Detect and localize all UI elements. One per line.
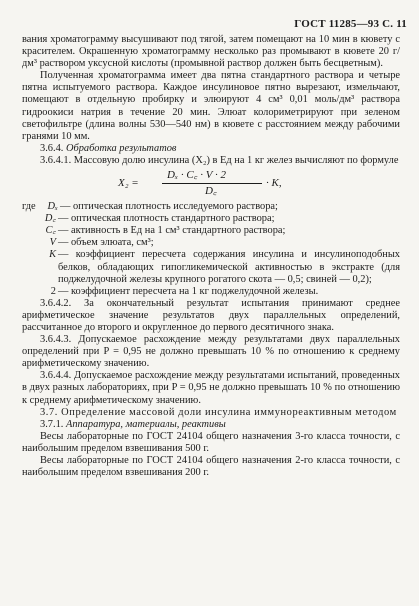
formula-lhs: X₂ = xyxy=(118,177,139,190)
definition-item xyxy=(22,249,400,285)
paragraph-chromatogram: Полученная хроматограмма имеет два пятна стандартного раствора и четыре пятна испытуемого раствора. Каждое инсулиновое пятно вырезают, измельчают, помещают в отдельную пробирку и элюируют 4 см³ 0,01 моль/дм³ раствора гидроокиси натрия в течение 20 мин. Элюат колориметрируют при зеленом светофильтре (длина волны 530—540 нм) в кювете с расстоянием между рабочими гранями 10 мм. xyxy=(22,70,400,142)
definition-prefix: где xyxy=(22,201,36,213)
section-title: Аппаратура, материалы, реактивы xyxy=(66,418,226,430)
fraction-bar xyxy=(162,183,262,184)
paragraph-3-6-4-2: 3.6.4.2. За окончательный результат испытания принимают среднее арифметическое значение результатов двух параллельных определений, рассчитанное до второго и округленное до первого десятичного знака. xyxy=(22,297,400,333)
paragraph-3-6-4-1: 3.6.4.1. Массовую долю инсулина (X₂) в Ед на 1 кг желез вычисляют по формуле xyxy=(40,154,399,166)
definition-symbol: D꜀ xyxy=(44,213,56,225)
section-heading-3-6-4 xyxy=(22,143,400,155)
definition-text: — активность в Ед на 1 см³ стандартного раствора; xyxy=(58,225,286,237)
section-heading-3-7: 3.7. Определение массовой доли инсулина иммунореактивным методом xyxy=(40,406,397,418)
section-number: 3.6.4. xyxy=(40,142,64,154)
definition-item xyxy=(22,286,400,298)
definition-symbol: Dₓ xyxy=(47,201,58,213)
definition-text: — оптическая плотность стандартного раствора; xyxy=(58,213,275,225)
definition-symbol: K xyxy=(49,249,56,261)
paragraph-3-6-4-3: 3.6.4.3. Допускаемое расхождение между результатами двух параллельных определений при P = 0,95 не должно превышать 10 % по отношению к среднему арифметическому значению. xyxy=(22,334,400,370)
paragraph-scale-2: Весы лабораторные по ГОСТ 24104 общего назначения 2-го класса точности, с наибольшим пределом взвешивания 200 г. xyxy=(22,455,400,479)
paragraph-continuation: вания хроматограмму высушивают под тягой, затем помещают на 10 мин в кювету с красителем. Окрашенную хроматограмму несколько раз промывают в кювете 20 г/дм³ раствором уксусной кислоты (промывной раствор должен быть бесцветным). xyxy=(22,34,400,70)
formula-numerator: Dₓ · C꜀ · V · 2 xyxy=(167,169,226,182)
section-heading-3-7-1 xyxy=(22,419,400,431)
paragraph-3-6-4-4: 3.6.4.4. Допускаемое расхождение между результатами испытаний, проведенных в двух разных лабораториях, при P = 0,95 не должно превышать 10 % по отношению к среднему арифметическому значению. xyxy=(22,370,400,406)
definition-symbol: C꜀ xyxy=(45,225,56,237)
page-header: ГОСТ 11285—93 С. 11 xyxy=(294,18,407,30)
section-number: 3.7.1. xyxy=(40,418,64,430)
definition-symbol: 2 xyxy=(50,285,56,297)
definition-text: — оптическая плотность исследуемого раствора; xyxy=(60,201,278,213)
definition-symbol: V xyxy=(49,237,56,249)
formula xyxy=(22,169,400,199)
definition-item xyxy=(22,201,400,213)
definition-text: — объем элюата, см³; xyxy=(58,237,154,249)
section-title: Обработка результатов xyxy=(66,142,177,154)
definition-item xyxy=(22,213,400,225)
paragraph-scale-1: Весы лабораторные по ГОСТ 24104 общего назначения 3-го класса точности, с наибольшим пределом взвешивания 500 г. xyxy=(22,430,400,454)
definition-text: — коэффициент пересчета на 1 кг поджелудочной железы. xyxy=(58,285,319,297)
definitions-list xyxy=(22,201,400,298)
definition-item xyxy=(22,225,400,237)
page-body xyxy=(22,34,400,479)
formula-tail: · K, xyxy=(266,177,282,190)
definition-item xyxy=(22,237,400,249)
definition-text: — коэффициент пересчета содержания инсулина и инсулиноподобных белков, обладающих гипогликемической активностью в экстракте (для поджелудочной железы крупного рогатого скота — 0,5; свиней — 0,2); xyxy=(58,249,400,285)
formula-denominator: D꜀ xyxy=(205,185,217,198)
